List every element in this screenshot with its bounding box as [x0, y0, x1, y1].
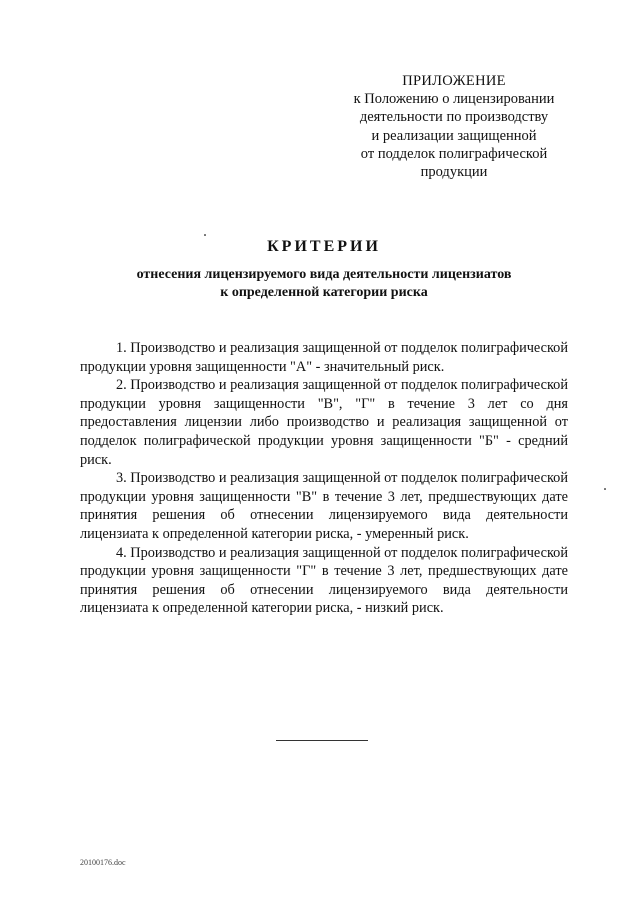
document-title: КРИТЕРИИ	[267, 238, 381, 255]
criteria-item: 1. Производство и реализация защищенной от подделок полиграфической продукции уровня защищенности "А" - значительный риск.	[80, 340, 568, 375]
criteria-item: 4. Производство и реализация защищенной от подделок полиграфической продукции уровня защищенности "Г" в течение 3 лет, предшествующих дате принятия решения об отнесении лицензируемого вида деятельности лицензиата к определенной категории риска, - низкий риск.	[80, 544, 568, 617]
subtitle-line: отнесения лицензируемого вида деятельности лицензиатов	[136, 267, 512, 282]
appendix-line: от подделок полиграфической	[360, 145, 548, 162]
criteria-item: 3. Производство и реализация защищенной от подделок полиграфической продукции уровня защищенности "В" в течение 3 лет, предшествующих дате принятия решения об отнесении лицензируемого вида деятельности лицензиата к определенной категории риска, - умеренный риск.	[80, 470, 568, 542]
footer-filename: 20100176.doc	[80, 858, 126, 867]
appendix-line: деятельности по производству	[359, 109, 549, 126]
document-subtitle	[80, 266, 568, 302]
appendix-line: и реализации защищенной	[371, 127, 537, 144]
appendix-line: продукции	[420, 164, 488, 181]
scan-speck	[204, 234, 206, 236]
appendix-title: ПРИЛОЖЕНИЕ	[402, 73, 506, 89]
end-divider	[276, 740, 368, 741]
subtitle-line: к определенной категории риска	[220, 285, 428, 300]
criteria-list	[80, 339, 568, 618]
scan-speck	[604, 488, 606, 490]
appendix-line: к Положению о лицензировании	[353, 91, 555, 108]
criteria-item: 2. Производство и реализация защищенной от подделок полиграфической продукции уровня защищенности "В", "Г" в течение 3 лет со дня предоставления лицензии либо производство и реализация защищенной от подделок полиграфической продукции уровня защищенности "Б" - средний риск.	[80, 377, 568, 468]
appendix-block	[340, 72, 568, 181]
